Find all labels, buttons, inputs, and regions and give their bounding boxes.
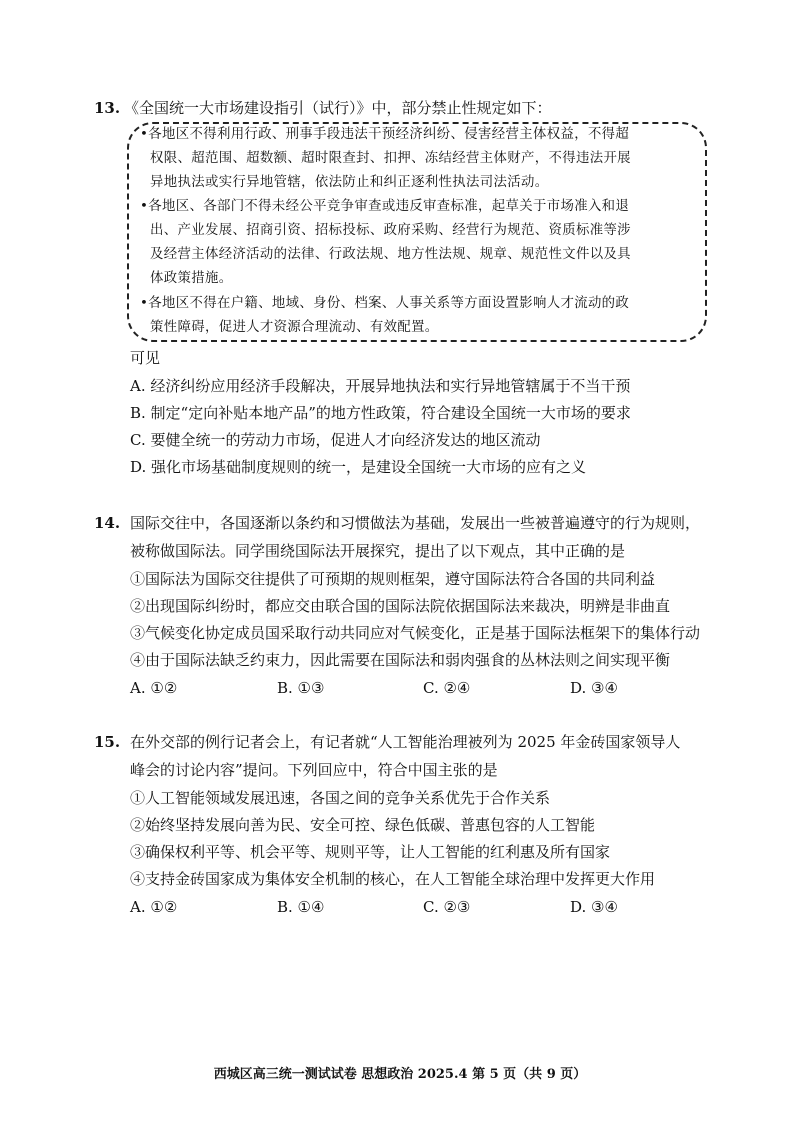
q15-statement-4: ④支持金砖国家成为集体安全机制的核心，在人工智能全球治理中发挥更大作用 xyxy=(130,870,656,888)
q14-choice-a: A. ①② xyxy=(130,679,178,697)
q14-choice-d: D. ③④ xyxy=(570,679,618,697)
q15-choice-a: A. ①② xyxy=(130,898,178,916)
q14-number: 14. xyxy=(94,514,121,532)
q15-stem-line: 峰会的讨论内容”提问。下列回应中，符合中国主张的是 xyxy=(130,761,498,779)
q13-box-line: •各地区不得利用行政、刑事手段违法干预经济纠纷、侵害经营主体权益，不得超 xyxy=(140,127,630,142)
q13-box-line: 体政策措施。 xyxy=(150,271,233,286)
q13-option-a: A. 经济纠纷应用经济手段解决，开展异地执法和实行异地管辖属于不当干预 xyxy=(130,377,631,395)
q13-number: 13. xyxy=(94,99,121,117)
q15-choice-c: C. ②③ xyxy=(423,898,471,916)
q15-statement-1: ①人工智能领域发展迅速，各国之间的竞争关系优先于合作关系 xyxy=(130,789,551,807)
q13-box-line: 出、产业发展、招商引资、招标投标、政府采购、经营行为规范、资质标准等涉 xyxy=(150,223,631,238)
q13-box-line: •各地区、各部门不得未经公平竞争审查或违反审查标准，起草关于市场准入和退 xyxy=(140,199,630,214)
q14-statement-3: ③气候变化协定成员国采取行动共同应对气候变化，正是基于国际法框架下的集体行动 xyxy=(130,624,701,642)
q13-box-line: 及经营主体经济活动的法律、行政法规、地方性法规、规章、规范性文件以及具 xyxy=(150,247,631,262)
q13-option-d: D. 强化市场基础制度规则的统一，是建设全国统一大市场的应有之义 xyxy=(130,458,587,476)
q15-number: 15. xyxy=(94,733,121,751)
q13-stem: 《全国统一大市场建设指引（试行）》中，部分禁止性规定如下： xyxy=(124,99,552,117)
q13-box-line: 策性障碍，促进人才资源合理流动、有效配置。 xyxy=(150,320,439,335)
q15-stem-line: 在外交部的例行记者会上，有记者就“人工智能治理被列为 2025 年金砖国家领导人 xyxy=(130,733,681,751)
q13-lead: 可见 xyxy=(130,349,161,367)
q14-statement-4: ④由于国际法缺乏约束力，因此需要在国际法和弱肉强食的丛林法则之间实现平衡 xyxy=(130,651,671,669)
q15-statement-2: ②始终坚持发展向善为民、安全可控、绿色低碳、普惠包容的人工智能 xyxy=(130,816,596,834)
q15-choice-b: B. ①④ xyxy=(277,898,325,916)
q14-choice-c: C. ②④ xyxy=(423,679,471,697)
q14-statement-1: ①国际法为国际交往提供了可预期的规则框架，遵守国际法符合各国的共同利益 xyxy=(130,570,656,588)
q13-option-b: B. 制定“定向补贴本地产品”的地方性政策，符合建设全国统一大市场的要求 xyxy=(130,404,631,422)
q14-choice-b: B. ①③ xyxy=(277,679,325,697)
q13-option-c: C. 要健全统一的劳动力市场，促进人才向经济发达的地区流动 xyxy=(130,431,541,449)
q14-statement-2: ②出现国际纠纷时，都应交由联合国的国际法院依据国际法来裁决，明辨是非曲直 xyxy=(130,597,671,615)
page-footer: 西城区高三统一测试试卷 思想政治 2025.4 第 5 页（共 9 页） xyxy=(213,1067,587,1082)
q14-stem-line: 国际交往中，各国逐渐以条约和习惯做法为基础，发展出一些被普遍遵守的行为规则， xyxy=(130,514,701,532)
q15-choice-d: D. ③④ xyxy=(570,898,618,916)
q15-statement-3: ③确保权利平等、机会平等、规则平等，让人工智能的红利惠及所有国家 xyxy=(130,843,611,861)
q13-box-line: 异地执法或实行异地管辖，依法防止和纠正逐利性执法司法活动。 xyxy=(150,175,549,190)
q13-box-line: •各地区不得在户籍、地域、身份、档案、人事关系等方面设置影响人才流动的政 xyxy=(140,296,630,311)
q14-stem-line: 被称做国际法。同学围绕国际法开展探究，提出了以下观点，其中正确的是 xyxy=(130,542,626,560)
q13-box-line: 权限、超范围、超数额、超时限查封、扣押、冻结经营主体财产，不得违法开展 xyxy=(150,151,631,166)
